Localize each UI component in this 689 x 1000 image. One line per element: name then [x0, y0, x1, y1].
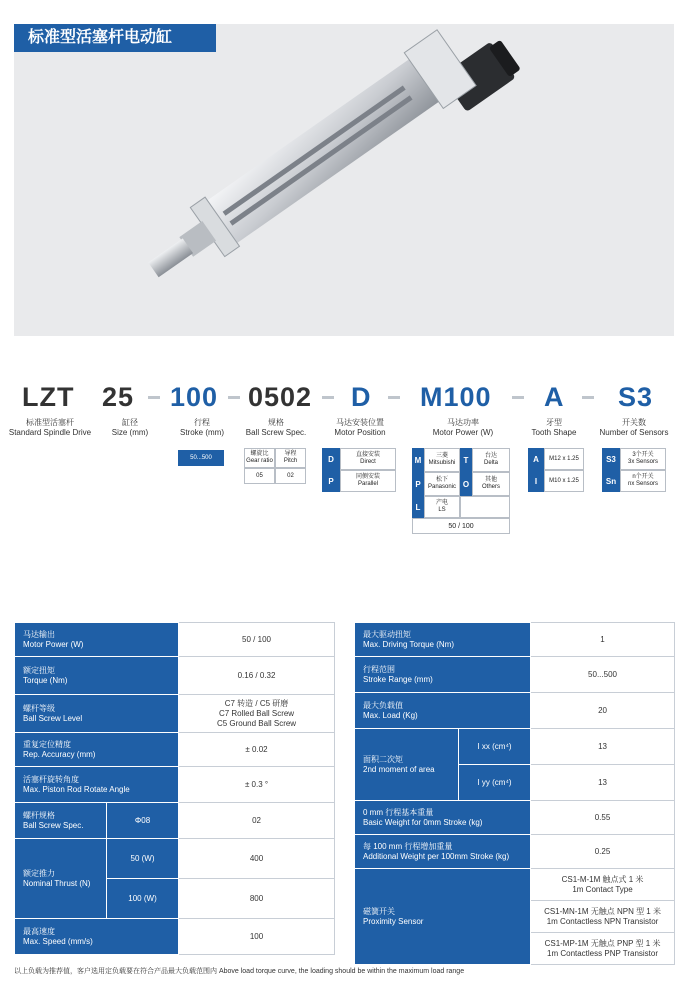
table-row: 每 100 mm 行程增加重量 Additional Weight per 100mm Stroke (kg) 0.25	[355, 835, 675, 869]
code-motor-position: D	[351, 382, 372, 412]
caption-motor-position: 马达安装位置 Motor Position	[334, 418, 386, 437]
code-separator	[512, 396, 524, 399]
table-row: 额定扭矩 Torque (Nm) 0.16 / 0.32	[15, 657, 335, 695]
table-row: 重复定位精度 Rep. Accuracy (mm) ± 0.02	[15, 733, 335, 767]
caption-ballscrew: 规格 Ball Screw Spec.	[245, 418, 307, 437]
table-row: I yy (cm⁴) 13	[355, 765, 675, 801]
stroke-option: 50...500	[178, 450, 224, 466]
tooth-shape-option: A M12 x 1.25 I M10 x 1.25	[528, 448, 584, 492]
table-row: CS1-MN-1M 无触点 NPN 型 1 米 1m Contactless NPN Transistor	[355, 901, 675, 933]
table-row: 磁簧开关 Proximity Sensor CS1-M-1M 触点式 1 米 1m Contact Type	[355, 869, 675, 901]
ballscrew-option: 螺旋比 Gear ratio 导程 Pitch 05 02	[244, 448, 306, 484]
caption-sensors: 开关数 Number of Sensors	[599, 418, 669, 437]
code-stroke: 100	[170, 382, 219, 412]
code-motor-power: M100	[420, 382, 492, 412]
table-row: 最大负载值 Max. Load (Kg) 20	[355, 693, 675, 729]
table-row: 活塞杆旋转角度 Max. Piston Rod Rotate Angle ± 0.3 °	[15, 767, 335, 803]
caption-series: 标准型活塞杆 Standard Spindle Drive	[8, 418, 92, 437]
code-size: 25	[102, 382, 135, 412]
table-row: 100 (W) 800	[15, 879, 335, 919]
code-separator	[582, 396, 594, 399]
product-photo	[14, 24, 674, 336]
electric-cylinder-image	[14, 24, 674, 336]
caption-size: 缸径 Size (mm)	[111, 418, 149, 437]
model-code	[0, 382, 689, 422]
spec-table-right	[354, 622, 675, 965]
motor-position-option: D 直接安装 Direct P 同侧安装 Parallel	[322, 448, 396, 492]
table-row: 行程范围 Stroke Range (mm) 50...500	[355, 657, 675, 693]
sensors-option: S3 3个开关 3x Sensors Sn n个开关 nx Sensors	[602, 448, 666, 492]
spec-table-left	[14, 622, 335, 955]
code-sensors: S3	[618, 382, 654, 412]
table-row: 额定推力 Nominal Thrust (N) 50 (W) 400	[15, 839, 335, 879]
code-tooth: A	[544, 382, 565, 412]
code-separator	[148, 396, 160, 399]
table-row: 最大驱动扭矩 Max. Driving Torque (Nm) 1	[355, 623, 675, 657]
code-separator	[388, 396, 400, 399]
motor-power-option: M 三菱 Mitsubishi T 台达 Delta P 松下 Panasonic O 其他 Others L 产电 LS 50 / 100	[412, 448, 510, 534]
code-separator	[322, 396, 334, 399]
page-title: 标准型活塞杆电动缸	[14, 24, 216, 52]
code-separator	[228, 396, 240, 399]
table-row: 马达输出 Motor Power (W) 50 / 100	[15, 623, 335, 657]
footnote: 以上负载为推荐值，客户选用定负载要在符合产品最大负载范围内 Above load torque curve, the loading should be within the maximum load range	[14, 968, 465, 975]
table-row: CS1-MP-1M 无触点 PNP 型 1 米 1m Contactless PNP Transistor	[355, 933, 675, 965]
code-ballscrew: 0502	[248, 382, 313, 412]
caption-motor-power: 马达功率 Motor Power (W)	[432, 418, 494, 437]
table-row: 0 mm 行程基本重量 Basic Weight for 0mm Stroke (kg) 0.55	[355, 801, 675, 835]
code-series: LZT	[22, 382, 75, 412]
table-row: 最高速度 Max. Speed (mm/s) 100	[15, 919, 335, 955]
caption-tooth: 牙型 Tooth Shape	[531, 418, 577, 437]
table-row: 螺杆规格 Ball Screw Spec. Φ08 02	[15, 803, 335, 839]
caption-stroke: 行程 Stroke (mm)	[180, 418, 224, 437]
table-row: 面积二次矩 2nd moment of area I xx (cm⁴) 13	[355, 729, 675, 765]
table-row: 螺杆等级 Ball Screw Level C7 转造 / C5 研磨 C7 Rolled Ball Screw C5 Ground Ball Screw	[15, 695, 335, 733]
